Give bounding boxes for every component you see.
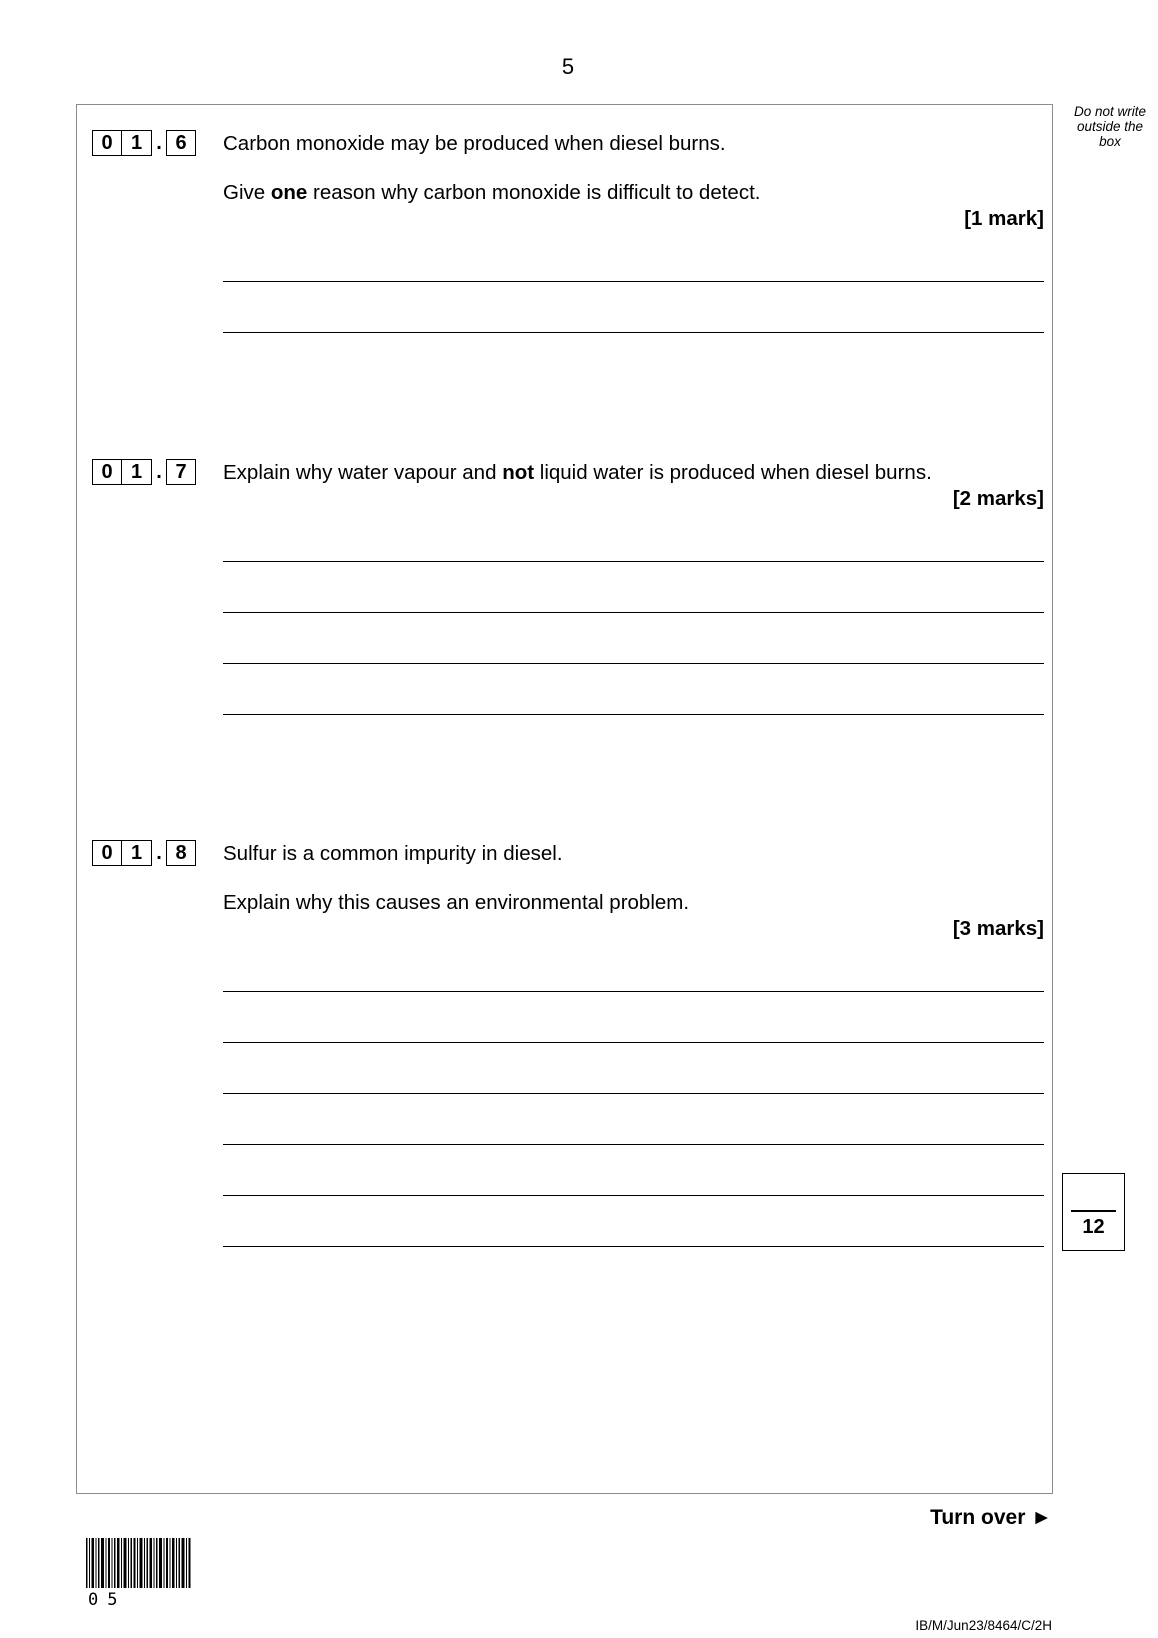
prompt-text: Explain why water vapour and xyxy=(223,461,503,484)
question-digit: 1 xyxy=(122,459,152,485)
question-prompt xyxy=(223,181,760,205)
answer-line[interactable] xyxy=(223,1093,1044,1094)
answer-line[interactable] xyxy=(223,714,1044,715)
question-digit: 0 xyxy=(92,459,122,485)
marks-label: [1 mark] xyxy=(964,207,1044,230)
prompt-text: Explain why this causes an environmental problem. xyxy=(223,891,690,914)
question-dot: . xyxy=(156,841,162,864)
paper-reference: IB/M/Jun23/8464/C/2H xyxy=(915,1618,1052,1633)
question-prompt xyxy=(223,461,932,485)
turn-over-label: Turn over ► xyxy=(930,1506,1052,1529)
question-digit: 8 xyxy=(166,840,196,866)
question-dot: . xyxy=(156,131,162,154)
question-digit: 6 xyxy=(166,130,196,156)
answer-line[interactable] xyxy=(223,612,1044,613)
question-digit: 1 xyxy=(122,840,152,866)
question-stem: Carbon monoxide may be produced when diesel burns. xyxy=(223,132,726,155)
answer-line[interactable] xyxy=(223,561,1044,562)
answer-line[interactable] xyxy=(223,1042,1044,1043)
answer-line[interactable] xyxy=(223,663,1044,664)
margin-note xyxy=(1062,104,1158,149)
question-digit: 0 xyxy=(92,840,122,866)
score-box xyxy=(1062,1173,1125,1251)
prompt-emphasis: one xyxy=(270,181,308,204)
prompt-text: Give xyxy=(223,181,271,204)
score-entry-line[interactable] xyxy=(1071,1210,1116,1212)
answer-line[interactable] xyxy=(223,1246,1044,1247)
margin-note-line: outside the xyxy=(1076,119,1144,134)
margin-note-line: Do not write xyxy=(1073,104,1147,119)
question-prompt xyxy=(223,891,689,915)
barcode-icon xyxy=(86,1538,192,1590)
prompt-text: reason why carbon monoxide is difficult to detect. xyxy=(307,181,761,204)
page-number: 5 xyxy=(561,54,575,79)
question-number-01-7 xyxy=(92,459,196,485)
answer-line[interactable] xyxy=(223,1144,1044,1145)
marks-label: [2 marks] xyxy=(952,487,1044,510)
question-stem: Sulfur is a common impurity in diesel. xyxy=(223,842,563,865)
question-number-01-6 xyxy=(92,130,196,156)
answer-line[interactable] xyxy=(223,332,1044,333)
question-digit: 7 xyxy=(166,459,196,485)
question-dot: . xyxy=(156,460,162,483)
margin-note-line: box xyxy=(1099,134,1121,149)
question-number-01-8 xyxy=(92,840,196,866)
answer-line[interactable] xyxy=(223,991,1044,992)
prompt-emphasis: not xyxy=(502,461,535,484)
barcode-digits: 05 xyxy=(88,1590,127,1610)
question-digit: 0 xyxy=(92,130,122,156)
score-total: 12 xyxy=(1082,1216,1105,1238)
answer-area-box xyxy=(76,104,1053,1494)
prompt-text: liquid water is produced when diesel burns. xyxy=(534,461,932,484)
question-digit: 1 xyxy=(122,130,152,156)
marks-label: [3 marks] xyxy=(952,917,1044,940)
answer-line[interactable] xyxy=(223,1195,1044,1196)
answer-line[interactable] xyxy=(223,281,1044,282)
